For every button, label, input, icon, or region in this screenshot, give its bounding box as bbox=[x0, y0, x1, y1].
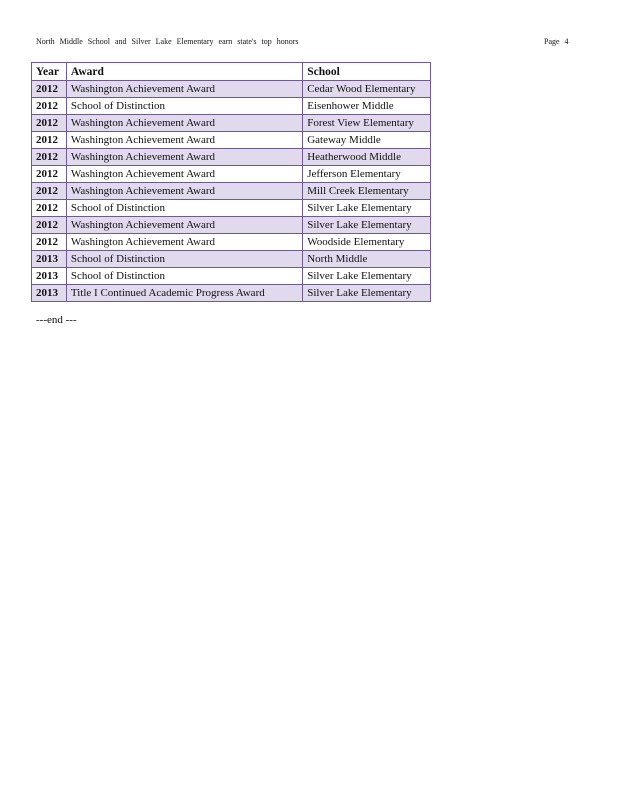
year-cell: 2012 bbox=[32, 132, 67, 149]
school-cell: Cedar Wood Elementary bbox=[303, 81, 431, 98]
table-header-row bbox=[32, 63, 431, 81]
table-row bbox=[32, 149, 431, 166]
award-cell: School of Distinction bbox=[66, 251, 302, 268]
table-row bbox=[32, 200, 431, 217]
year-cell: 2013 bbox=[32, 268, 67, 285]
award-cell: School of Distinction bbox=[66, 268, 302, 285]
column-header-year: Year bbox=[32, 63, 67, 81]
table-row bbox=[32, 183, 431, 200]
school-cell: Forest View Elementary bbox=[303, 115, 431, 132]
page-header bbox=[36, 37, 582, 49]
table-row bbox=[32, 81, 431, 98]
table-body bbox=[32, 81, 431, 302]
award-cell: Washington Achievement Award bbox=[66, 149, 302, 166]
year-cell: 2012 bbox=[32, 234, 67, 251]
award-cell: Washington Achievement Award bbox=[66, 115, 302, 132]
table-row bbox=[32, 268, 431, 285]
table-row bbox=[32, 98, 431, 115]
school-cell: North Middle bbox=[303, 251, 431, 268]
year-cell: 2013 bbox=[32, 285, 67, 302]
school-cell: Silver Lake Elementary bbox=[303, 268, 431, 285]
table-row bbox=[32, 251, 431, 268]
award-cell: Washington Achievement Award bbox=[66, 166, 302, 183]
school-cell: Silver Lake Elementary bbox=[303, 200, 431, 217]
year-cell: 2013 bbox=[32, 251, 67, 268]
award-cell: Washington Achievement Award bbox=[66, 217, 302, 234]
year-cell: 2012 bbox=[32, 98, 67, 115]
page-number: Page 4 bbox=[544, 37, 569, 46]
school-cell: Mill Creek Elementary bbox=[303, 183, 431, 200]
award-cell: School of Distinction bbox=[66, 98, 302, 115]
school-cell: Silver Lake Elementary bbox=[303, 285, 431, 302]
table-row bbox=[32, 234, 431, 251]
year-cell: 2012 bbox=[32, 149, 67, 166]
award-cell: Washington Achievement Award bbox=[66, 81, 302, 98]
document-title: North Middle School and Silver Lake Elementary earn state's top honors bbox=[36, 37, 299, 46]
award-cell: Washington Achievement Award bbox=[66, 132, 302, 149]
table-row bbox=[32, 115, 431, 132]
award-cell: Title I Continued Academic Progress Award bbox=[66, 285, 302, 302]
award-cell: Washington Achievement Award bbox=[66, 234, 302, 251]
year-cell: 2012 bbox=[32, 217, 67, 234]
year-cell: 2012 bbox=[32, 81, 67, 98]
award-cell: Washington Achievement Award bbox=[66, 183, 302, 200]
awards-table bbox=[31, 62, 431, 302]
school-cell: Heatherwood Middle bbox=[303, 149, 431, 166]
year-cell: 2012 bbox=[32, 115, 67, 132]
year-cell: 2012 bbox=[32, 200, 67, 217]
end-marker: ---end --- bbox=[36, 314, 77, 326]
school-cell: Woodside Elementary bbox=[303, 234, 431, 251]
table-row bbox=[32, 132, 431, 149]
award-cell: School of Distinction bbox=[66, 200, 302, 217]
school-cell: Gateway Middle bbox=[303, 132, 431, 149]
column-header-school: School bbox=[303, 63, 431, 81]
table-row bbox=[32, 285, 431, 302]
school-cell: Silver Lake Elementary bbox=[303, 217, 431, 234]
table-row bbox=[32, 166, 431, 183]
column-header-award: Award bbox=[66, 63, 302, 81]
school-cell: Eisenhower Middle bbox=[303, 98, 431, 115]
year-cell: 2012 bbox=[32, 183, 67, 200]
table-row bbox=[32, 217, 431, 234]
school-cell: Jefferson Elementary bbox=[303, 166, 431, 183]
year-cell: 2012 bbox=[32, 166, 67, 183]
